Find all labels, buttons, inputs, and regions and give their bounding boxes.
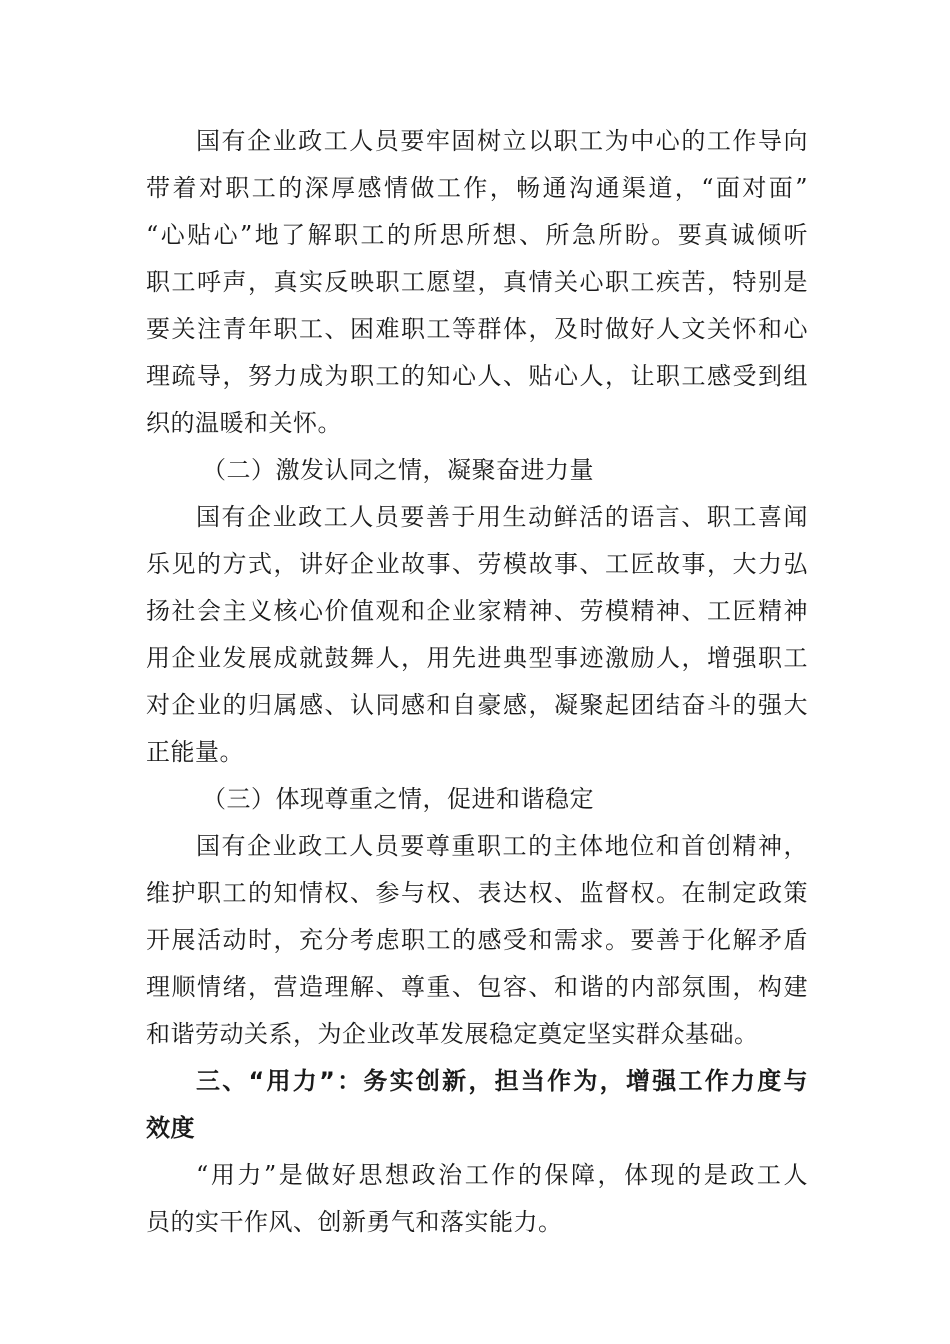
- section-heading-3: [146, 1058, 808, 1152]
- document-body: [146, 118, 808, 1246]
- paragraph-line: 员的实干作风、创新勇气和落实能力。: [146, 1208, 563, 1236]
- heading-line: 三、“用力”：务实创新，担当作为，增强工作力度与: [196, 1067, 808, 1095]
- paragraph-1: [146, 118, 808, 447]
- paragraph-line: 职工呼声，真实反映职工愿望，真情关心职工疾苦，特别是: [146, 268, 808, 296]
- paragraph-line: 要关注青年职工、困难职工等群体，及时做好人文关怀和心: [146, 315, 808, 343]
- paragraph-line: 国有企业政工人员要牢固树立以职工为中心的工作导向: [196, 127, 808, 155]
- paragraph-line: “心贴心”地了解职工的所思所想、所急所盼。要真诚倾听: [146, 221, 808, 249]
- paragraph-line: 正能量。: [146, 738, 244, 766]
- paragraph-line: 带着对职工的深厚感情做工作，畅通沟通渠道，“面对面”: [146, 174, 808, 202]
- paragraph-4: [146, 1152, 808, 1246]
- paragraph-2: [146, 494, 808, 776]
- paragraph-line: 用企业发展成就鼓舞人，用先进典型事迹激励人，增强职工: [146, 644, 808, 672]
- paragraph-line: 理疏导，努力成为职工的知心人、贴心人，让职工感受到组: [146, 362, 808, 390]
- paragraph-line: 对企业的归属感、认同感和自豪感，凝聚起团结奋斗的强大: [146, 691, 808, 719]
- heading-line: 效度: [146, 1114, 195, 1142]
- paragraph-line: 国有企业政工人员要善于用生动鲜活的语言、职工喜闻: [196, 503, 808, 531]
- paragraph-line: 理顺情绪，营造理解、尊重、包容、和谐的内部氛围，构建: [146, 973, 808, 1001]
- paragraph-line: 国有企业政工人员要尊重职工的主体地位和首创精神，: [196, 832, 808, 860]
- paragraph-line: 和谐劳动关系，为企业改革发展稳定奠定坚实群众基础。: [146, 1020, 759, 1048]
- section-subheading-2: （二）激发认同之情，凝聚奋进力量: [202, 456, 594, 484]
- paragraph-line: 开展活动时，充分考虑职工的感受和需求。要善于化解矛盾: [146, 926, 808, 954]
- paragraph-line: 乐见的方式，讲好企业故事、劳模故事、工匠故事，大力弘: [146, 550, 808, 578]
- section-subheading-3: （三）体现尊重之情，促进和谐稳定: [202, 785, 594, 813]
- paragraph-3: [146, 823, 808, 1058]
- paragraph-line: 扬社会主义核心价值观和企业家精神、劳模精神、工匠精神: [146, 597, 808, 625]
- paragraph-line: 织的温暖和关怀。: [146, 409, 342, 437]
- paragraph-line: 维护职工的知情权、参与权、表达权、监督权。在制定政策: [146, 879, 808, 907]
- paragraph-line: “用力”是做好思想政治工作的保障，体现的是政工人: [196, 1161, 808, 1189]
